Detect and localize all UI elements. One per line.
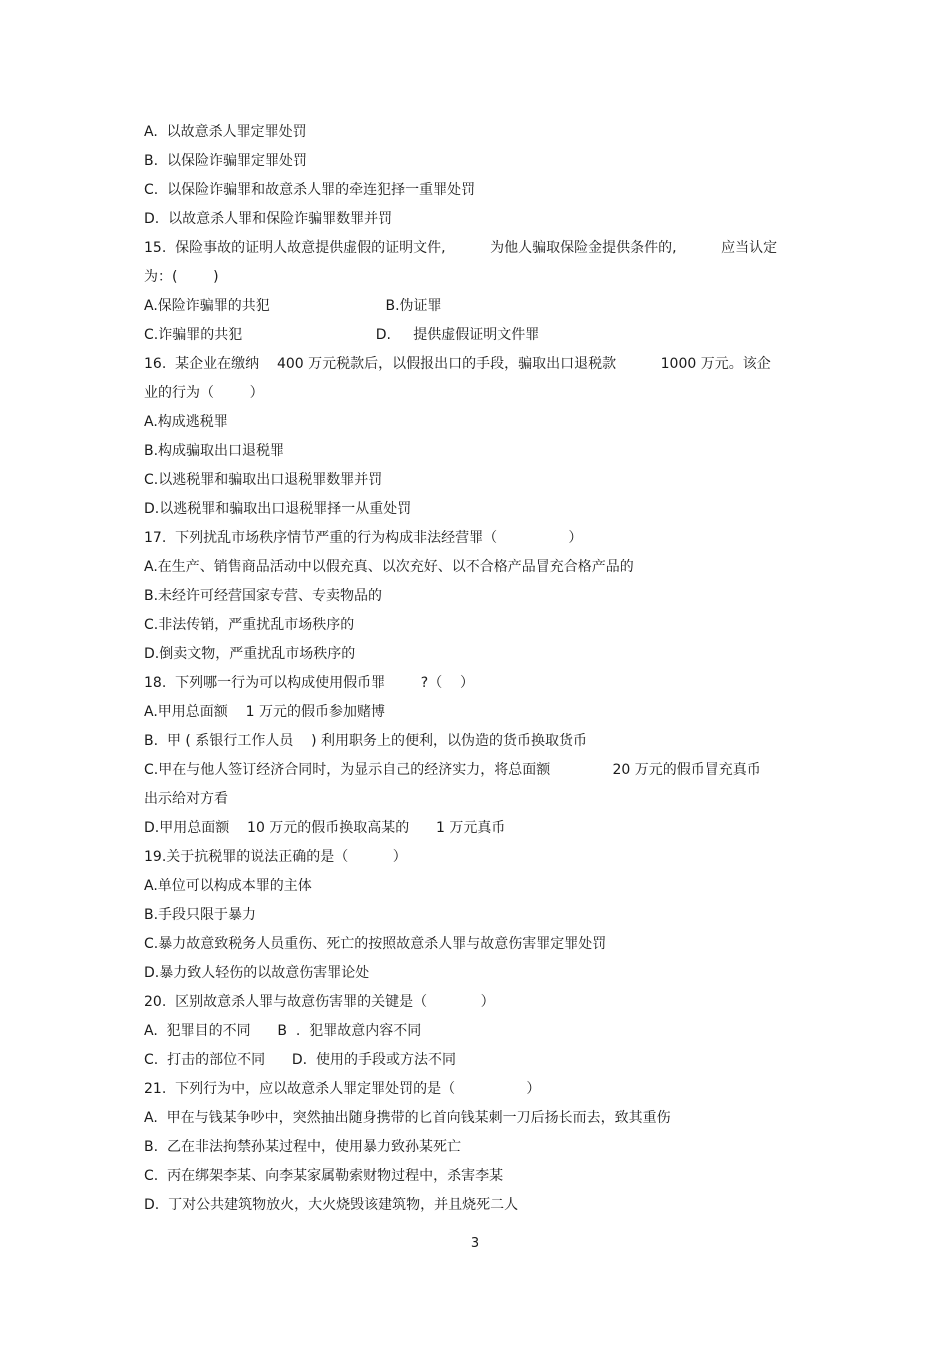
option-line: C.甲在与他人签订经济合同时，为显示自己的经济实力，将总面额 20 万元的假币冒充真币 [144, 762, 761, 778]
question-20: 20. 区别故意杀人罪与故意伤害罪的关键是（ ） [144, 994, 495, 1010]
option-line: B.构成骗取出口退税罪 [144, 443, 285, 459]
option-line: A.保险诈骗罪的共犯 B.伪证罪 [144, 298, 442, 314]
option-line: D.倒卖文物，严重扰乱市场秩序的 [144, 646, 356, 662]
question-16: 16. 某企业在缴纳 400 万元税款后，以假报出口的手段，骗取出口退税款 1000 万元。该企 [144, 356, 771, 372]
question-15: 15. 保险事故的证明人故意提供虚假的证明文件, 为他人骗取保险金提供条件的, 应当认定 [144, 240, 778, 256]
option-line: C. 以保险诈骗罪和故意杀人罪的牵连犯择一重罪处罚 [144, 182, 476, 198]
option-line: C.以逃税罪和骗取出口退税罪数罪并罚 [144, 472, 383, 488]
option-line: C.非法传销，严重扰乱市场秩序的 [144, 617, 355, 633]
option-line: A. 甲在与钱某争吵中，突然抽出随身携带的匕首向钱某刺一刀后扬长而去，致其重伤 [144, 1110, 671, 1126]
option-line: C. 丙在绑架李某、向李某家属勒索财物过程中，杀害李某 [144, 1168, 504, 1184]
option-line: B.手段只限于暴力 [144, 907, 257, 923]
option-line: C.诈骗罪的共犯 D. 提供虚假证明文件罪 [144, 327, 540, 343]
question-15-cont: 为：( ) [144, 269, 219, 285]
option-line: D. 丁对公共建筑物放火，大火烧毁该建筑物，并且烧死二人 [144, 1197, 519, 1213]
option-line: A.甲用总面额 1 万元的假币参加赌博 [144, 704, 385, 720]
option-line: A. 犯罪目的不同 B . 犯罪故意内容不同 [144, 1023, 422, 1039]
option-line: A.在生产、销售商品活动中以假充真、以次充好、以不合格产品冒充合格产品的 [144, 559, 634, 575]
question-19: 19.关于抗税罪的说法正确的是（ ） [144, 849, 407, 865]
option-line: B.未经许可经营国家专营、专卖物品的 [144, 588, 383, 604]
option-line: D.甲用总面额 10 万元的假币换取高某的 1 万元真币 [144, 820, 506, 836]
question-16-cont: 业的行为（ ） [144, 385, 264, 401]
option-line: D.暴力致人轻伤的以故意伤害罪论处 [144, 965, 370, 981]
question-21: 21. 下列行为中，应以故意杀人罪定罪处罚的是（ ） [144, 1081, 541, 1097]
option-line: C. 打击的部位不同 D. 使用的手段或方法不同 [144, 1052, 456, 1068]
option-line: B. 甲 ( 系银行工作人员 ) 利用职务上的便利，以伪造的货币换取货币 [144, 733, 588, 749]
option-line-cont: 出示给对方看 [144, 791, 228, 807]
question-18: 18. 下列哪一行为可以构成使用假币罪 ?（ ） [144, 675, 474, 691]
question-17: 17. 下列扰乱市场秩序情节严重的行为构成非法经营罪（ ） [144, 530, 583, 546]
option-line: A.单位可以构成本罪的主体 [144, 878, 312, 894]
option-line: B. 以保险诈骗罪定罪处罚 [144, 153, 307, 169]
option-line: D.以逃税罪和骗取出口退税罪择一从重处罚 [144, 501, 412, 517]
option-line: B. 乙在非法拘禁孙某过程中，使用暴力致孙某死亡 [144, 1139, 461, 1155]
option-line: D. 以故意杀人罪和保险诈骗罪数罪并罚 [144, 211, 393, 227]
option-line: C.暴力故意致税务人员重伤、死亡的按照故意杀人罪与故意伤害罪定罪处罚 [144, 936, 607, 952]
option-line: A.构成逃税罪 [144, 414, 228, 430]
option-line: A. 以故意杀人罪定罪处罚 [144, 124, 307, 140]
page-number: 3 [470, 1236, 480, 1251]
